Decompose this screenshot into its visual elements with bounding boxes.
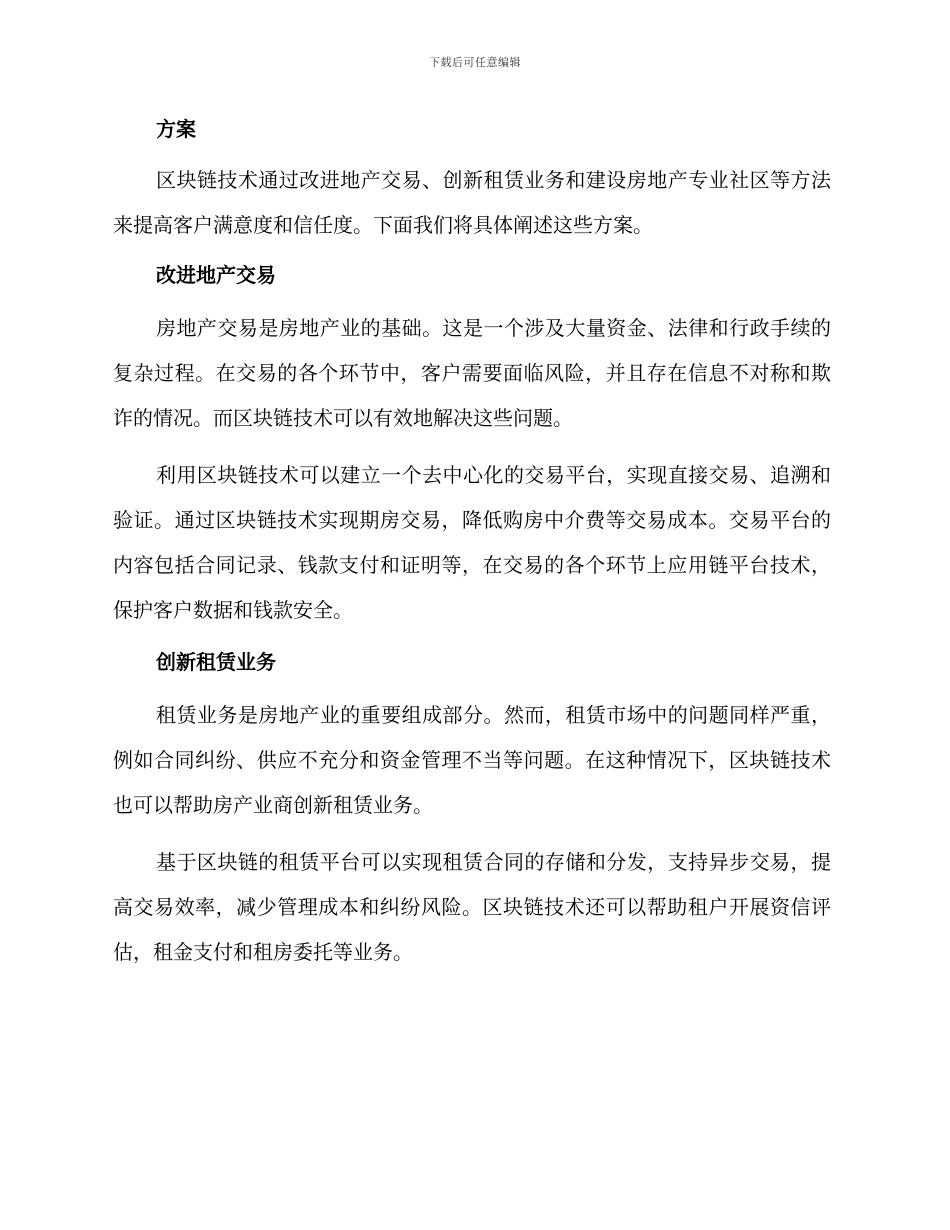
paragraph-leasing-platform: 基于区块链的租赁平台可以实现租赁合同的存储和分发，支持异步交易，提高交易效率，减少管理成本和纠纷风险。区块链技术还可以帮助租户开展资信评估，租金支付和租房委托等业务。 xyxy=(113,850,831,964)
section-heading-plan: 方案 xyxy=(156,117,196,141)
paragraph-leasing-background: 租赁业务是房地产业的重要组成部分。然而，租赁市场中的问题同样严重，例如合同纠纷、供应不充分和资金管理不当等问题。在这种情况下，区块链技术也可以帮助房产业商创新租赁业务。 xyxy=(113,703,831,817)
section-heading-innovate-leasing: 创新租赁业务 xyxy=(156,650,276,674)
section-heading-improve-transactions: 改进地产交易 xyxy=(156,263,276,287)
page-header-note: 下载后可任意编辑 xyxy=(429,56,521,69)
paragraph-plan-intro: 区块链技术通过改进地产交易、创新租赁业务和建设房地产专业社区等方法来提高客户满意度和信任度。下面我们将具体阐述这些方案。 xyxy=(113,168,831,237)
document-body xyxy=(113,112,831,975)
paragraph-transactions-background: 房地产交易是房地产业的基础。这是一个涉及大量资金、法律和行政手续的复杂过程。在交易的各个环节中，客户需要面临风险，并且存在信息不对称和欺诈的情况。而区块链技术可以有效地解决这些问题。 xyxy=(113,316,831,430)
paragraph-transactions-platform: 利用区块链技术可以建立一个去中心化的交易平台，实现直接交易、追溯和验证。通过区块链技术实现期房交易，降低购房中介费等交易成本。交易平台的内容包括合同记录、钱款支付和证明等，在交易的各个环节上应用链平台技术，保护客户数据和钱款安全。 xyxy=(113,463,831,622)
